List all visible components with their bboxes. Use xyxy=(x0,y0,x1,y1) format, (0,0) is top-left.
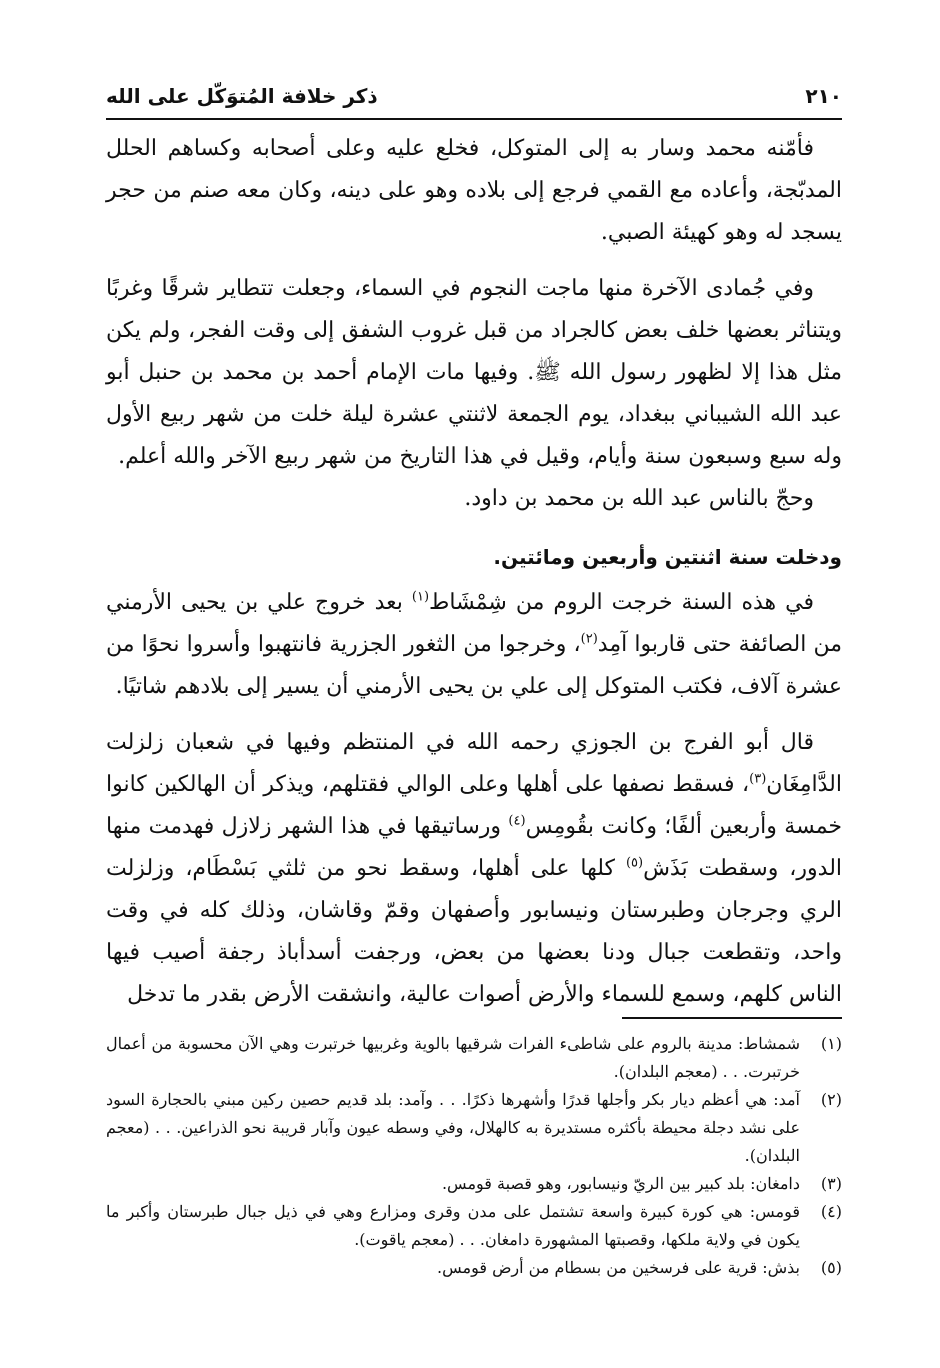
paragraph-4-part-2: بعد خروج علي بن يحيى الأرمني من الصائفة حتى قاربوا آمِد xyxy=(106,590,842,657)
paragraph-4-part-1: في هذه السنة خرجت الروم من شِمْشَاط xyxy=(429,590,814,615)
footnote-text: قومس: هي كورة كبيرة واسعة تشتمل على مدن وقرى ومزارع وهي في ذيل جبال طبرستان وأكبر ما يكون في ولاية ملكها، وقصبتها المشهورة دامغان. . . (معجم ياقوت). xyxy=(106,1202,800,1249)
running-title: ذكر خلافة المُتوَكّل على الله xyxy=(106,84,378,108)
footnote xyxy=(106,1198,842,1254)
header-divider xyxy=(106,118,842,120)
footnote-text: بذش: قرية على فرسخين من بسطام من أرض قومس. xyxy=(437,1258,800,1277)
paragraph-4 xyxy=(106,582,842,708)
footnote-text: آمد: هي أعظم ديار بكر وأجلها قدرًا وأشهرها ذكرًا. . . وآمد: بلد قديم حصين ركين مبني بالحجارة السود على نشد دجلة محيطة بأكثره مستديرة به كالهلال، وفي وسطه عيون وآبار قريبة نحو الذراعين. . . (معجم البلدان). xyxy=(106,1090,800,1165)
paragraph-5-part-1: قال أبو الفرج بن الجوزي رحمه الله في المنتظم وفيها في شعبان زلزلت الدَّامِغَان xyxy=(106,730,842,797)
page-number: ٢١٠ xyxy=(805,84,842,108)
paragraph-5-part-2: ، فسقط نصفها على أهلها وعلى الوالي فقتلهم، ويذكر أن الهالكين كانوا خمسة وأربعين ألفًا؛ وكانت بقُومِس xyxy=(106,772,843,839)
footnote-divider xyxy=(622,1017,842,1019)
footnote xyxy=(106,1170,842,1198)
paragraph-1: فأمّنه محمد وسار به إلى المتوكل، فخلع عليه وعلى أصحابه وكساهم الحلل المدبّجة، وأعاده مع القمي فرجع إلى بلاده وهو على دينه، وكان معه صنم من حجر يسجد له وهو كهيئة الصبي. xyxy=(106,136,842,245)
paragraph-4-part-3: ، وخرجوا من الثغور الجزرية فانتهبوا وأسروا نحوًا من عشرة آلاف، فكتب المتوكل إلى علي بن يحيى الأرمني أن يسير إلى بلادهم شاتيًا. xyxy=(106,632,842,699)
footnote xyxy=(106,1086,842,1170)
footnote-ref-3[interactable]: (٣) xyxy=(749,771,767,787)
footnote-number: (٥) xyxy=(820,1258,842,1277)
footnote-number: (٤) xyxy=(820,1202,842,1221)
footnotes xyxy=(106,1030,842,1282)
footnote-text: شمشاط: مدينة بالروم على شاطىء الفرات شرقيها بالوية وغربيها خرتبرت وهي الآن محسوبة من أعمال خرتبرت. . . (معجم البلدان). xyxy=(106,1034,800,1081)
page-header xyxy=(106,78,842,114)
paragraph-3: وحجّ بالناس عبد الله بن محمد بن داود. xyxy=(464,486,814,511)
year-heading: ودخلت سنة اثنتين وأربعين ومائتين. xyxy=(493,545,842,569)
footnote-number: (١) xyxy=(820,1034,842,1053)
footnote-text: دامغان: بلد كبير بين الريّ ونيسابور، وهو قصبة قومس. xyxy=(441,1174,800,1193)
footnote-number: (٣) xyxy=(820,1174,842,1193)
footnote-number: (٢) xyxy=(820,1090,842,1109)
footnote-ref-1[interactable]: (١) xyxy=(411,589,430,605)
footnote-ref-4[interactable]: (٤) xyxy=(508,813,526,829)
footnote-ref-2[interactable]: (٢) xyxy=(580,631,598,647)
paragraph-5-part-4: كلها على أهلها، وسقط نحو من ثلثي بَسْطَام، وزلزلت الري وجرجان وطبرستان ونيسابور وأصفهان وقمّ وقاشان، وذلك كله في وقت واحد، وتقطعت جبال ودنا بعضها من بعض، ورجفت أسدأباذ رجفة أصيب فيها الناس كلهم، وسمع للسماء والأرض أصوات عالية، وانشقت الأرض بقدر ما تدخل xyxy=(106,856,842,1007)
footnote xyxy=(106,1254,842,1282)
paragraph-5-part-3: ورساتيقها في هذا الشهر زلازل فهدمت منها الدور، وسقطت بَذَش xyxy=(106,814,843,881)
footnote-ref-5[interactable]: (٥) xyxy=(625,855,644,871)
paragraph-5 xyxy=(106,722,842,1016)
main-text xyxy=(106,128,842,1016)
paragraph-2: وفي جُمادى الآخرة منها ماجت النجوم في السماء، وجعلت تتطاير شرقًا وغربًا ويتناثر بعضها خلف بعض كالجراد من قبل غروب الشفق إلى وقت الفجر، ولم يكن مثل هذا إلا لظهور رسول الله ﷺ. وفيها مات الإمام أحمد بن محمد بن حنبل أبو عبد الله الشيباني ببغداد، يوم الجمعة لاثنتي عشرة ليلة خلت من شهر ربيع الأول وله سبع وسبعون سنة وأيام، وقيل في هذا التاريخ من شهر ربيع الآخر والله أعلم. xyxy=(106,276,842,469)
footnote xyxy=(106,1030,842,1086)
